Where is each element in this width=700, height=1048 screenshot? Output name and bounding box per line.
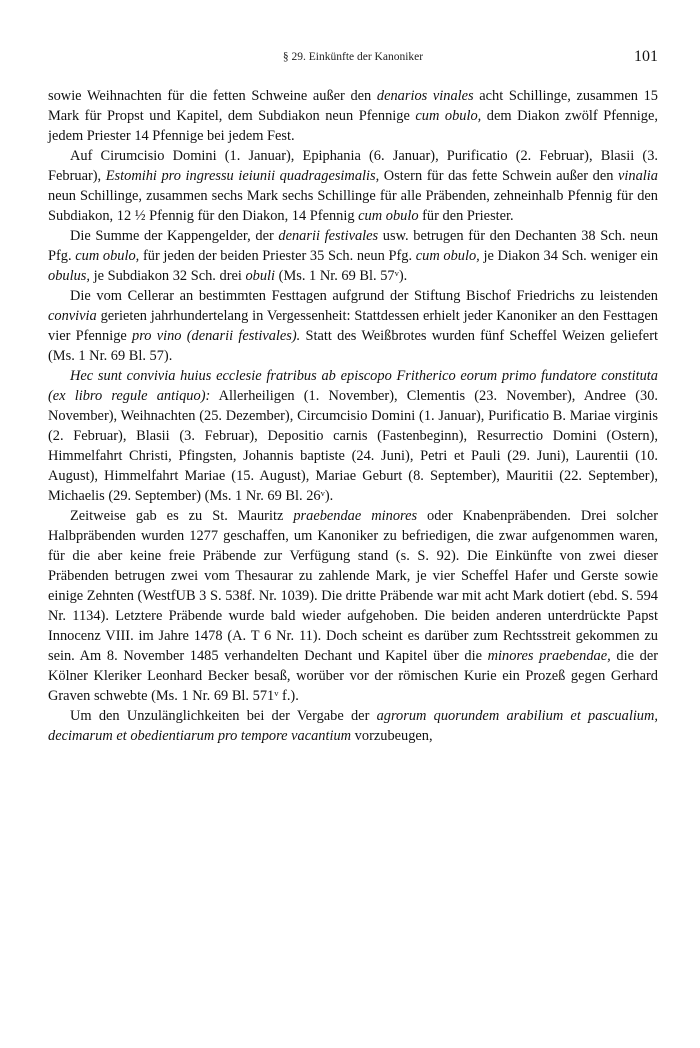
latin-term: pro vino (denarii festivales). [132, 328, 301, 344]
paragraph [48, 86, 658, 146]
latin-term: convivia [48, 308, 97, 324]
text-run: Die Summe der Kappengelder, der [70, 228, 279, 244]
latin-term: Estomihi pro ingressu ieiunii quadragesimalis, [105, 168, 380, 184]
latin-term: praebendae minores [293, 508, 418, 524]
latin-term: obuli [245, 268, 276, 284]
text-run: Zeitweise gab es zu St. Mauritz [70, 508, 294, 524]
paragraph [48, 146, 658, 226]
text-run: vorzubeugen, [351, 728, 433, 744]
text-run: usw. betrugen für den Dechanten 38 Sch. neun Pfg. [48, 228, 659, 264]
page-header [48, 48, 658, 70]
latin-term: minores praebendae, [487, 648, 611, 664]
paragraph [48, 226, 658, 286]
text-run: oder Knabenpräbenden. Drei solcher Halbpräbenden wurden 1277 geschaffen, um Kanoniker zu befriedigen, die zwar aufgenommen waren, für die aber keine freie Präbende zur Verfügung stand (s. S. 92). Die Einkünfte von zwei dieser Präbenden betrugen zwei vom Thesaurar zu zahlende Mark, je vier Scheffel Hafer und Gerste sowie einige Zehnten (WestfUB 3 S. 538f. Nr. 1039). Die dritte Präbende war mit acht Mark dotiert (ebd. S. 594 Nr. 1134). Letztere Präbende wurde bald wieder aufgehoben. Die beiden anderen unterdrückte Papst Innocenz VIII. im Jahre 1478 (A. T 6 Nr. 11). Doch scheint es darüber zum Rechtsstreit gekommen zu sein. Am 8. November 1485 verhandelten Dechant und Kapitel über die [48, 508, 658, 664]
text-run: Um den Unzulänglichkeiten bei der Vergabe der [70, 708, 377, 724]
latin-term: obulus, [48, 268, 90, 284]
latin-term: Hec sunt convivia huius ecclesie fratribus ab episcopo Fritherico eorum primo fundatore constituta (ex libro regule antiquo): [48, 368, 658, 404]
latin-term: vinalia [618, 168, 658, 184]
text-run: für jeden der beiden Priester 35 Sch. neun Pfg. [139, 248, 416, 264]
latin-term: cum obulo, [75, 248, 140, 264]
paragraph [48, 366, 658, 506]
text-run: sowie Weihnachten für die fetten Schweine außer den [48, 88, 377, 104]
text-run: die der Kölner Kleriker Leonhard Becker besaß, worüber vor der römischen Kurie ein Prozeß gegen Gerhard Graven schwebte (Ms. 1 Nr. 69 Bl. 571ᵛ f.). [48, 648, 659, 704]
paragraph [48, 506, 658, 706]
paragraph [48, 286, 658, 366]
text-run: (Ms. 1 Nr. 69 Bl. 57ᵛ). [275, 268, 408, 284]
text-run: Statt des Weißbrotes wurden fünf Scheffel Weizen geliefert (Ms. 1 Nr. 69 Bl. 57). [48, 328, 658, 364]
text-run: acht Schillinge, zusammen 15 Mark für Propst und Kapitel, dem Subdiakon neun Pfennige [48, 88, 658, 124]
text-run: je Diakon 34 Sch. weniger ein [479, 248, 659, 264]
text-run: Auf Cirumcisio Domini (1. Januar), Epiphania (6. Januar), Purificatio (2. Februar), Blasii (3. Februar), [48, 148, 658, 184]
paragraph [48, 706, 658, 746]
text-run: für den Priester. [418, 208, 514, 224]
latin-term: cum obulo, [415, 108, 482, 124]
latin-term: denarios vinales [376, 88, 474, 104]
text-run: dem Diakon zwölf Pfennige, jedem Priester 14 Pfennige bei jedem Fest. [48, 108, 658, 144]
latin-term: cum obulo, [415, 248, 480, 264]
latin-term: cum obulo [358, 208, 419, 224]
running-title: § 29. Einkünfte der Kanoniker [282, 51, 424, 63]
text-run: Allerheiligen (1. November), Clementis (23. November), Andree (30. November), Weihnachten (25. Dezember), Circumcisio Domini (1. Januar), Purificatio B. Mariae virginis (2. Februar), Blasii (3. Februar), Depositio carnis (Fastenbeginn), Resurrectio Domini (Ostern), Himmelfahrt Christi, Pfingsten, Johannis baptiste (24. Juni), Petri et Pauli (29. Juni), Laurentii (10. August), Himmelfahrt Mariae (15. August), Mariae Geburt (8. September), Mauritii (22. September), Michaelis (29. September) (Ms. 1 Nr. 69 Bl. 26ᵛ). [48, 388, 658, 504]
page-number: 101 [634, 48, 658, 65]
text-run: neun Schillinge, zusammen sechs Mark sechs Schillinge für alle Präbenden, zehneinhalb Pfennig für den Subdiakon, 12 ½ Pfennig für den Diakon, 14 Pfennig [48, 188, 658, 224]
latin-term: agrorum quorundem arabilium et pascualium, decimarum et obedientiarum pro tempore vacantium [48, 708, 658, 744]
text-run: gerieten jahrhundertelang in Vergessenheit: Stattdessen erhielt jeder Kanoniker an den Festtagen vier Pfennige [48, 308, 658, 344]
text-run: je Subdiakon 32 Sch. drei [89, 268, 246, 284]
text-run: Die vom Cellerar an bestimmten Festtagen aufgrund der Stiftung Bischof Friedrichs zu leistenden [70, 288, 658, 304]
body-text [48, 86, 658, 746]
text-run: Ostern für das fette Schwein außer den [379, 168, 619, 184]
latin-term: denarii festivales [278, 228, 379, 244]
